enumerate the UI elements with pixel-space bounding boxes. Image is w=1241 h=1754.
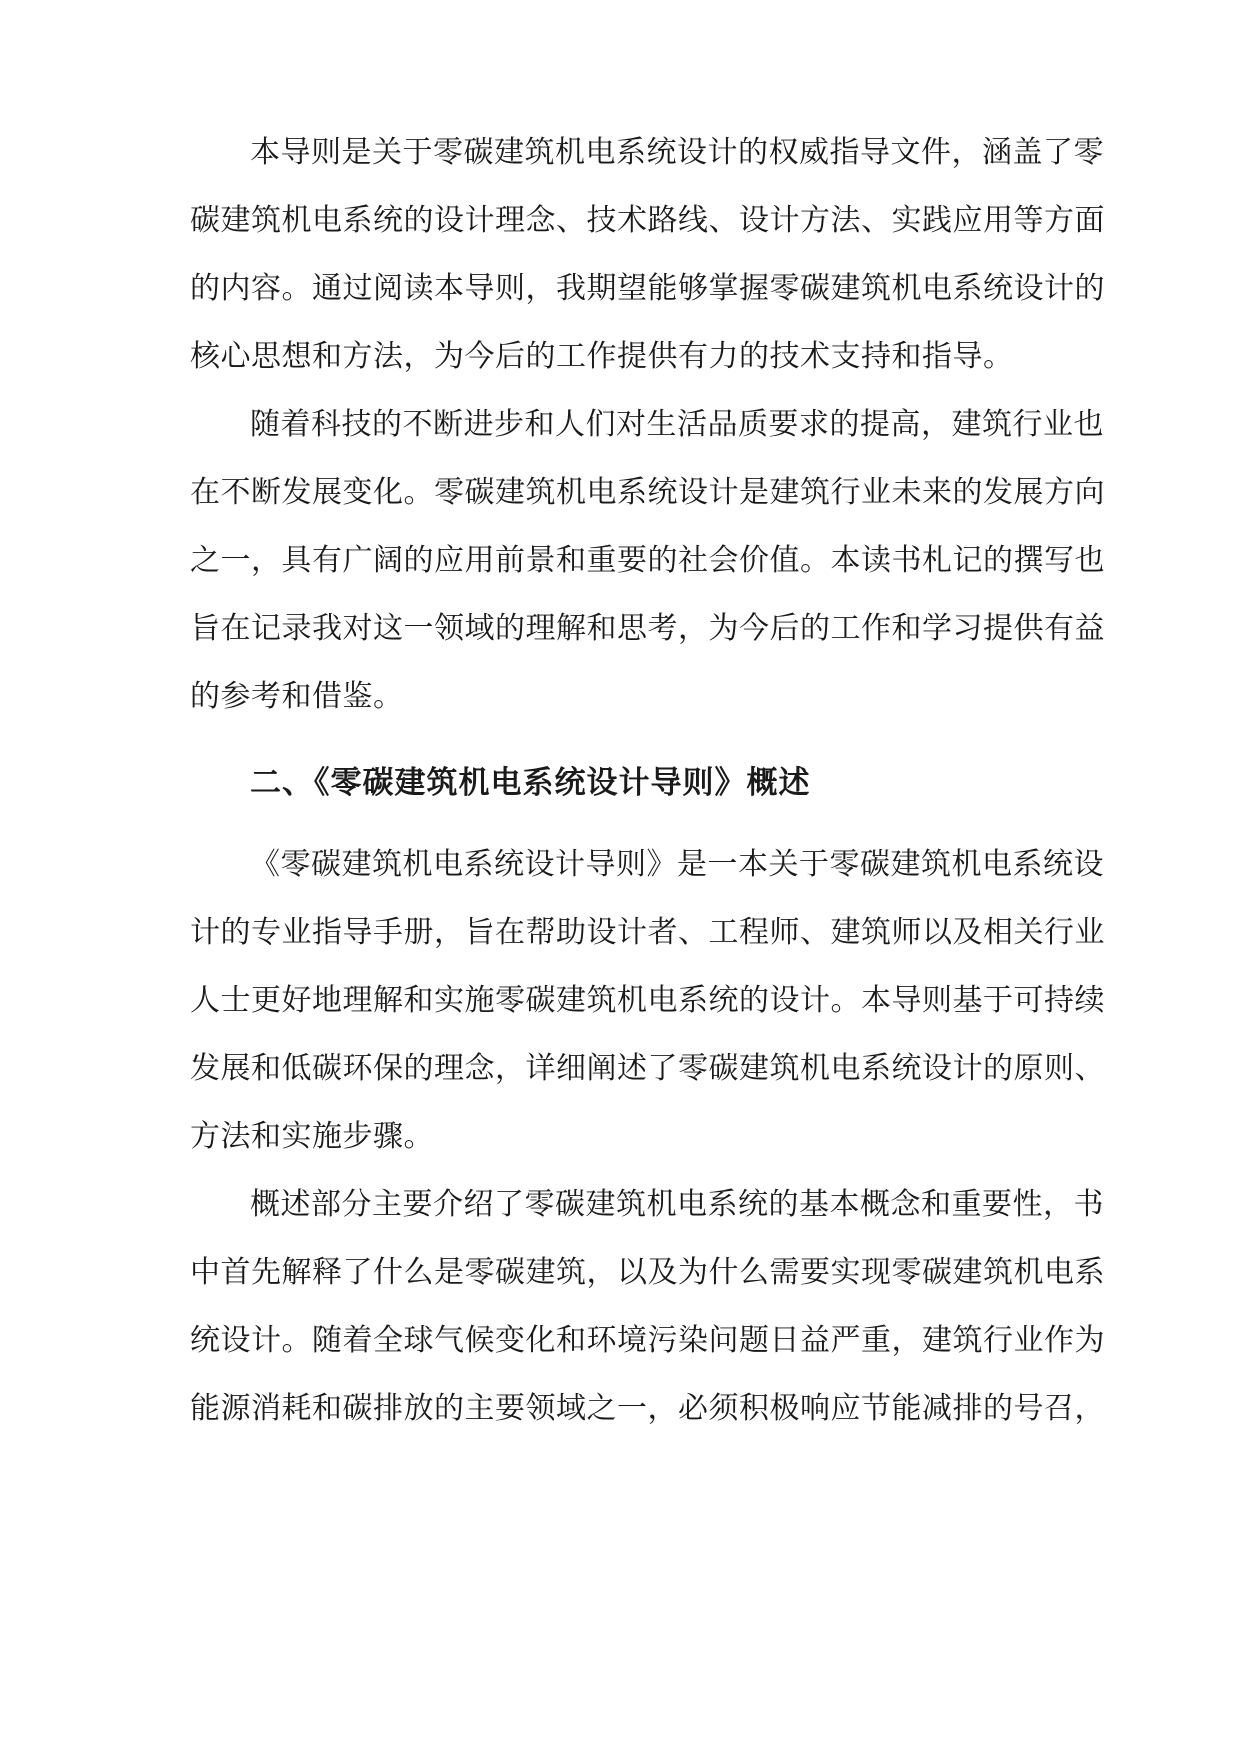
paragraph-2-line-4: 旨在记录我对这一领域的理解和思考，为今后的工作和学习提供有益 (190, 611, 1105, 646)
paragraph-2-line-5: 的参考和借鉴。 (190, 679, 404, 714)
paragraph-4-line-4: 能源消耗和碳排放的主要领域之一，必须积极响应节能减排的号召， (190, 1391, 1105, 1426)
paragraph-3-line-1: 《零碳建筑机电系统设计导则》是一本关于零碳建筑机电系统设 (250, 847, 1104, 882)
paragraph-2-line-3: 之一，具有广阔的应用前景和重要的社会价值。本读书札记的撰写也 (190, 543, 1105, 578)
section-heading: 二、《零碳建筑机电系统设计导则》概述 (250, 765, 811, 801)
paragraph-3-line-2: 计的专业指导手册，旨在帮助设计者、工程师、建筑师以及相关行业 (190, 915, 1105, 950)
paragraph-1-line-4: 核心思想和方法，为今后的工作提供有力的技术支持和指导。 (190, 339, 1014, 374)
paragraph-1-line-2: 碳建筑机电系统的设计理念、技术路线、设计方法、实践应用等方面 (190, 203, 1105, 238)
paragraph-4-line-2: 中首先解释了什么是零碳建筑，以及为什么需要实现零碳建筑机电系 (190, 1255, 1105, 1290)
paragraph-1-line-1: 本导则是关于零碳建筑机电系统设计的权威指导文件，涵盖了零 (250, 135, 1104, 170)
paragraph-3-line-5: 方法和实施步骤。 (190, 1119, 434, 1154)
paragraph-2-line-2: 在不断发展变化。零碳建筑机电系统设计是建筑行业未来的发展方向 (190, 475, 1105, 510)
paragraph-3-line-4: 发展和低碳环保的理念，详细阐述了零碳建筑机电系统设计的原则、 (190, 1051, 1105, 1086)
paragraph-4-line-3: 统设计。随着全球气候变化和环境污染问题日益严重，建筑行业作为 (190, 1323, 1105, 1358)
paragraph-3-line-3: 人士更好地理解和实施零碳建筑机电系统的设计。本导则基于可持续 (190, 983, 1105, 1018)
paragraph-1-line-3: 的内容。通过阅读本导则，我期望能够掌握零碳建筑机电系统设计的 (190, 271, 1105, 306)
paragraph-2-line-1: 随着科技的不断进步和人们对生活品质要求的提高，建筑行业也 (250, 407, 1104, 442)
paragraph-4-line-1: 概述部分主要介绍了零碳建筑机电系统的基本概念和重要性，书 (250, 1187, 1104, 1222)
